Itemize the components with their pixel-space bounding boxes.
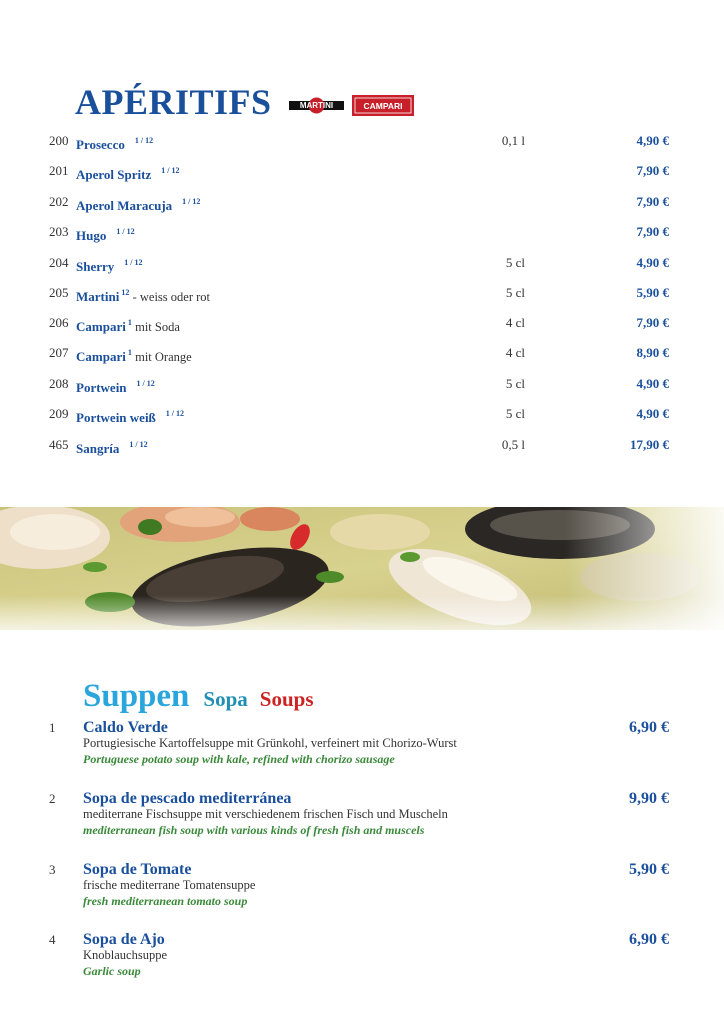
soup-name: Caldo Verde [83, 719, 168, 736]
aperitif-number: 200 [49, 133, 69, 148]
aperitif-number: 206 [49, 315, 69, 330]
aperitif-price: 7,90 € [636, 224, 669, 239]
aperitif-number: 205 [49, 285, 69, 300]
aperitif-price: 4,90 € [636, 406, 669, 421]
aperitif-volume: 5 cl [505, 285, 525, 300]
aperitif-name [76, 161, 179, 185]
aperitif-name-text: Prosecco [76, 137, 125, 152]
aperitif-number: 201 [49, 163, 69, 178]
aperitif-name [76, 131, 153, 155]
soup-number: 2 [49, 791, 56, 806]
aperitif-number: 204 [49, 255, 69, 270]
aperitif-number: 203 [49, 224, 69, 239]
martini-logo-text: MARTINI [299, 101, 334, 111]
aperitif-number: 207 [49, 345, 69, 360]
aperitif-name-text: Campari [76, 319, 126, 334]
allergen-codes: 1 / 12 [161, 166, 180, 175]
aperitif-note: mit Orange [135, 350, 192, 364]
aperitif-price: 5,90 € [636, 285, 669, 300]
aperitif-name [76, 374, 155, 398]
aperitif-price: 17,90 € [630, 437, 669, 452]
soup-item [0, 718, 724, 778]
aperitif-name-text: Martini [76, 289, 120, 304]
aperitif-price: 8,90 € [636, 345, 669, 360]
allergen-codes: 1 / 12 [182, 197, 201, 206]
soup-description-english: Portuguese potato soup with kale, refined with chorizo sausage [83, 752, 395, 766]
soup-price: 6,90 € [629, 931, 669, 948]
soup-name: Sopa de pescado mediterránea [83, 790, 292, 807]
aperitif-number: 202 [49, 194, 69, 209]
martini-logo [289, 97, 344, 114]
aperitifs-title: APÉRITIFS [75, 82, 272, 122]
aperitif-name-text: Sherry [76, 259, 115, 274]
aperitif-name [76, 343, 192, 367]
soups-title-german: Suppen [83, 678, 190, 714]
allergen-codes: 1 [127, 318, 132, 327]
soup-item [0, 930, 724, 990]
aperitif-name-text: Aperol Spritz [76, 167, 152, 182]
soup-price: 9,90 € [629, 790, 669, 807]
aperitif-name [76, 222, 135, 246]
aperitif-price: 4,90 € [636, 255, 669, 270]
allergen-codes: 1 / 12 [129, 440, 148, 449]
aperitif-row [0, 283, 724, 303]
allergen-codes: 1 / 12 [136, 379, 155, 388]
aperitif-row [0, 131, 724, 151]
aperitif-row [0, 161, 724, 181]
aperitif-note: - weiss oder rot [132, 290, 210, 304]
soup-description-german: Portugiesische Kartoffelsuppe mit Grünkohl, verfeinert mit Chorizo-Wurst [83, 736, 457, 750]
allergen-codes: 12 [121, 288, 130, 297]
seafood-soup-photo [0, 507, 724, 630]
aperitif-volume: 5 cl [505, 406, 525, 421]
soup-price: 5,90 € [629, 861, 669, 878]
aperitif-name [76, 404, 184, 428]
allergen-codes: 1 [127, 348, 132, 357]
aperitif-row [0, 253, 724, 273]
soups-title [83, 674, 314, 721]
soup-number: 3 [49, 862, 56, 877]
aperitif-row [0, 343, 724, 363]
aperitif-name-text: Portwein weiß [76, 410, 156, 425]
soup-name: Sopa de Ajo [83, 931, 165, 948]
soup-price: 6,90 € [629, 719, 669, 736]
aperitif-price: 7,90 € [636, 315, 669, 330]
soup-item [0, 860, 724, 920]
aperitif-price: 4,90 € [636, 133, 669, 148]
aperitif-volume: 0,1 l [501, 133, 525, 148]
aperitif-name-text: Campari [76, 349, 126, 364]
aperitif-row [0, 404, 724, 424]
soups-title-english: Soups [259, 687, 314, 711]
aperitif-volume: 0,5 l [501, 437, 525, 452]
soup-description-german: frische mediterrane Tomatensuppe [83, 878, 256, 892]
soup-description-english: mediterranean fish soup with various kinds of fresh fish and muscels [83, 823, 425, 837]
aperitif-number: 208 [49, 376, 69, 391]
aperitif-name [76, 283, 210, 307]
soup-number: 1 [49, 720, 56, 735]
aperitif-name-text: Portwein [76, 380, 127, 395]
aperitif-row [0, 435, 724, 455]
aperitif-price: 7,90 € [636, 163, 669, 178]
allergen-codes: 1 / 12 [134, 136, 154, 145]
aperitif-price: 4,90 € [636, 376, 669, 391]
soup-description-english: fresh mediterranean tomato soup [83, 894, 248, 908]
soup-description-english: Garlic soup [83, 964, 141, 978]
aperitif-name-text: Aperol Maracuja [76, 198, 173, 213]
soup-name: Sopa de Tomate [83, 861, 192, 878]
aperitif-name-text: Sangría [76, 441, 120, 456]
aperitif-name [76, 192, 200, 216]
aperitif-volume: 4 cl [505, 315, 525, 330]
aperitif-number: 465 [49, 437, 69, 452]
campari-logo-text: CAMPARI [363, 101, 403, 111]
aperitif-price: 7,90 € [636, 194, 669, 209]
soup-description-german: Knoblauchsuppe [83, 948, 168, 962]
allergen-codes: 1 / 12 [165, 409, 185, 418]
aperitif-number: 209 [49, 406, 69, 421]
soup-description-german: mediterrane Fischsuppe mit verschiedenem frischen Fisch und Muscheln [83, 807, 448, 821]
soups-title-spanish: Sopa [203, 687, 248, 711]
aperitif-name-text: Hugo [76, 228, 107, 243]
soup-item [0, 789, 724, 849]
aperitif-name [76, 253, 143, 277]
aperitif-volume: 5 cl [505, 255, 525, 270]
aperitif-name [76, 435, 148, 459]
aperitif-row [0, 374, 724, 394]
aperitif-name [76, 313, 180, 337]
aperitif-row [0, 222, 724, 242]
campari-logo [352, 95, 414, 116]
allergen-codes: 1 / 12 [116, 227, 135, 236]
aperitif-row [0, 192, 724, 212]
aperitif-volume: 5 cl [505, 376, 525, 391]
aperitif-note: mit Soda [135, 320, 180, 334]
aperitif-volume: 4 cl [505, 345, 525, 360]
soup-number: 4 [49, 932, 56, 947]
allergen-codes: 1 / 12 [124, 258, 143, 267]
aperitif-row [0, 313, 724, 333]
